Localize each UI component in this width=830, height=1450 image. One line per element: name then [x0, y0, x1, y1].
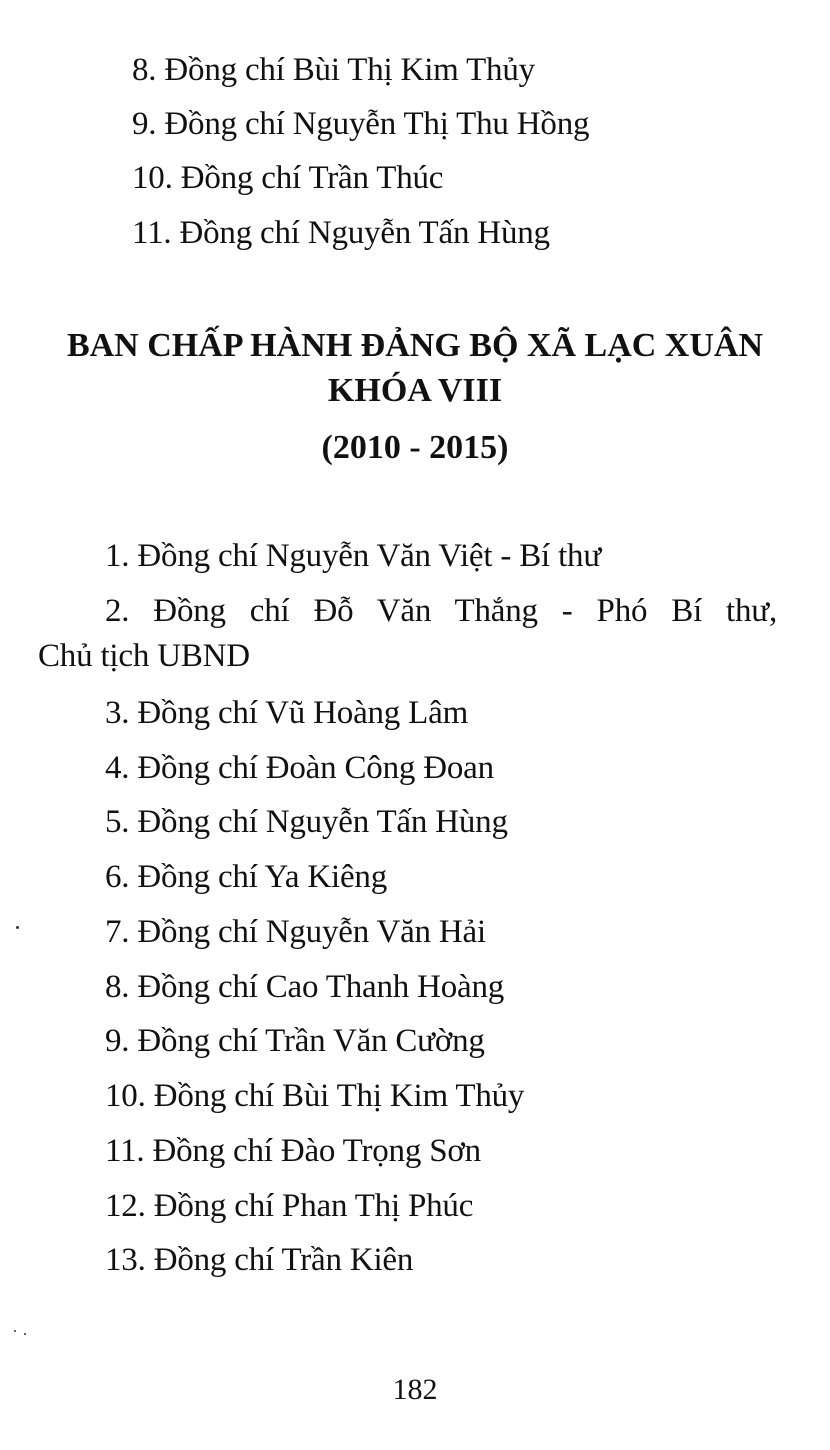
member-item: 8. Đồng chí Cao Thanh Hoàng: [105, 969, 505, 1005]
member-item: 6. Đồng chí Ya Kiêng: [105, 859, 387, 895]
member-item: 13. Đồng chí Trần Kiên: [105, 1242, 414, 1278]
scan-speck: [16, 926, 19, 929]
scan-speck: [14, 1330, 16, 1332]
section-years: (2010 - 2015): [321, 429, 509, 466]
member-item: 10. Đồng chí Bùi Thị Kim Thủy: [105, 1078, 525, 1114]
member-item: 9. Đồng chí Trần Văn Cường: [105, 1023, 485, 1059]
previous-list-item: 9. Đồng chí Nguyễn Thị Thu Hồng: [132, 106, 590, 142]
previous-list-item: 10. Đồng chí Trần Thúc: [132, 160, 444, 196]
member-item: 5. Đồng chí Nguyễn Tấn Hùng: [105, 804, 508, 840]
member-item: 3. Đồng chí Vũ Hoàng Lâm: [105, 695, 469, 731]
section-title: BAN CHẤP HÀNH ĐẢNG BỘ XÃ LẠC XUÂN: [66, 327, 764, 364]
page-number: 182: [392, 1373, 438, 1406]
member-item: 12. Đồng chí Phan Thị Phúc: [105, 1188, 474, 1224]
previous-list-item: 8. Đồng chí Bùi Thị Kim Thủy: [132, 52, 535, 88]
member-item: 1. Đồng chí Nguyễn Văn Việt - Bí thư: [105, 538, 602, 574]
member-item: 11. Đồng chí Đào Trọng Sơn: [105, 1133, 481, 1169]
member-item: 2. Đồng chí Đỗ Văn Thắng - Phó Bí thư,: [105, 593, 777, 629]
previous-list-item: 11. Đồng chí Nguyễn Tấn Hùng: [132, 215, 550, 251]
member-item: 7. Đồng chí Nguyễn Văn Hải: [105, 914, 486, 950]
section-subtitle: KHÓA VIII: [327, 372, 503, 409]
scan-speck: [24, 1333, 26, 1335]
member-item: 4. Đồng chí Đoàn Công Đoan: [105, 750, 494, 786]
member-item-continuation: Chủ tịch UBND: [38, 638, 250, 674]
